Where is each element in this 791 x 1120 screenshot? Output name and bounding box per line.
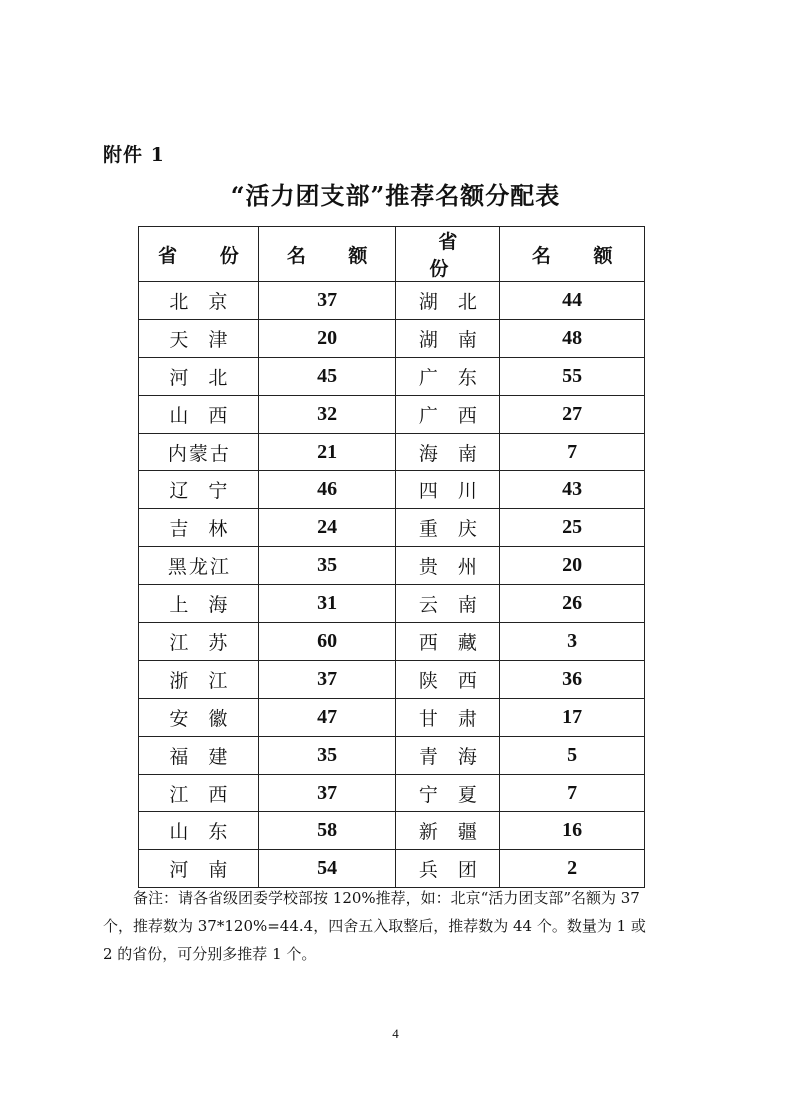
province-cell: 兵团 xyxy=(396,850,500,888)
province-cell: 山西 xyxy=(139,395,259,433)
quota-cell: 54 xyxy=(258,850,396,888)
quota-cell: 25 xyxy=(500,509,645,547)
table-row xyxy=(139,698,645,736)
quota-cell: 3 xyxy=(500,623,645,661)
province-cell: 海南 xyxy=(396,433,500,471)
province-cell: 浙江 xyxy=(139,660,259,698)
table-row xyxy=(139,850,645,888)
province-cell: 甘肃 xyxy=(396,698,500,736)
table-row xyxy=(139,319,645,357)
table-header-row xyxy=(139,227,645,282)
quota-cell: 2 xyxy=(500,850,645,888)
table-row xyxy=(139,774,645,812)
quota-cell: 48 xyxy=(500,319,645,357)
header-quota-left: 名 额 xyxy=(258,227,396,282)
province-cell: 江西 xyxy=(139,774,259,812)
quota-cell: 20 xyxy=(258,319,396,357)
table-row xyxy=(139,509,645,547)
province-cell: 湖南 xyxy=(396,319,500,357)
quota-cell: 20 xyxy=(500,547,645,585)
quota-cell: 35 xyxy=(258,547,396,585)
table-row xyxy=(139,282,645,320)
quota-cell: 7 xyxy=(500,433,645,471)
quota-cell: 31 xyxy=(258,585,396,623)
quota-cell: 55 xyxy=(500,357,645,395)
province-cell: 西藏 xyxy=(396,623,500,661)
province-cell: 安徽 xyxy=(139,698,259,736)
table-row xyxy=(139,736,645,774)
quota-cell: 5 xyxy=(500,736,645,774)
province-cell: 福建 xyxy=(139,736,259,774)
quota-cell: 36 xyxy=(500,660,645,698)
province-cell: 四川 xyxy=(396,471,500,509)
quota-cell: 46 xyxy=(258,471,396,509)
quota-cell: 60 xyxy=(258,623,396,661)
table-row xyxy=(139,357,645,395)
page-title: “活力团支部”推荐名额分配表 xyxy=(230,181,561,210)
province-cell: 重庆 xyxy=(396,509,500,547)
table-row xyxy=(139,623,645,661)
province-cell: 黑龙江 xyxy=(139,547,259,585)
province-cell: 天津 xyxy=(139,319,259,357)
header-province-right: 省 份 xyxy=(396,227,500,282)
province-cell: 湖北 xyxy=(396,282,500,320)
quota-cell: 27 xyxy=(500,395,645,433)
province-cell: 吉林 xyxy=(139,509,259,547)
province-cell: 陕西 xyxy=(396,660,500,698)
province-cell: 内蒙古 xyxy=(139,433,259,471)
province-cell: 广东 xyxy=(396,357,500,395)
quota-cell: 35 xyxy=(258,736,396,774)
quota-cell: 37 xyxy=(258,774,396,812)
quota-cell: 37 xyxy=(258,282,396,320)
quota-cell: 17 xyxy=(500,698,645,736)
province-cell: 河南 xyxy=(139,850,259,888)
quota-cell: 37 xyxy=(258,660,396,698)
province-cell: 广西 xyxy=(396,395,500,433)
table-row xyxy=(139,547,645,585)
table-row xyxy=(139,585,645,623)
quota-cell: 21 xyxy=(258,433,396,471)
province-cell: 新疆 xyxy=(396,812,500,850)
header-province-left: 省 份 xyxy=(139,227,259,282)
province-cell: 辽宁 xyxy=(139,471,259,509)
table-row xyxy=(139,660,645,698)
quota-cell: 58 xyxy=(258,812,396,850)
quota-cell: 26 xyxy=(500,585,645,623)
quota-cell: 32 xyxy=(258,395,396,433)
quota-cell: 45 xyxy=(258,357,396,395)
quota-cell: 47 xyxy=(258,698,396,736)
header-quota-right: 名 额 xyxy=(500,227,645,282)
page-number: 4 xyxy=(392,1026,399,1041)
attachment-label: 附件 1 xyxy=(103,144,165,166)
table-row xyxy=(139,395,645,433)
province-cell: 云南 xyxy=(396,585,500,623)
province-cell: 山东 xyxy=(139,812,259,850)
note-text: 备注：请各省级团委学校部按 120%推荐，如：北京“活力团支部”名额为 37 个，推荐数为 37*120%=44.4，四舍五入取整后，推荐数为 44 个。数量为 1 或 2 的省份，可分别多推荐 1 个。 xyxy=(103,889,646,963)
quota-cell: 43 xyxy=(500,471,645,509)
table-body xyxy=(139,282,645,888)
quota-cell: 24 xyxy=(258,509,396,547)
quota-cell: 44 xyxy=(500,282,645,320)
province-cell: 青海 xyxy=(396,736,500,774)
province-cell: 贵州 xyxy=(396,547,500,585)
province-cell: 上海 xyxy=(139,585,259,623)
province-cell: 河北 xyxy=(139,357,259,395)
table-row xyxy=(139,433,645,471)
province-cell: 江苏 xyxy=(139,623,259,661)
province-cell: 宁夏 xyxy=(396,774,500,812)
table-row xyxy=(139,812,645,850)
quota-cell: 16 xyxy=(500,812,645,850)
allocation-table xyxy=(138,226,645,888)
table-row xyxy=(139,471,645,509)
province-cell: 北京 xyxy=(139,282,259,320)
quota-cell: 7 xyxy=(500,774,645,812)
